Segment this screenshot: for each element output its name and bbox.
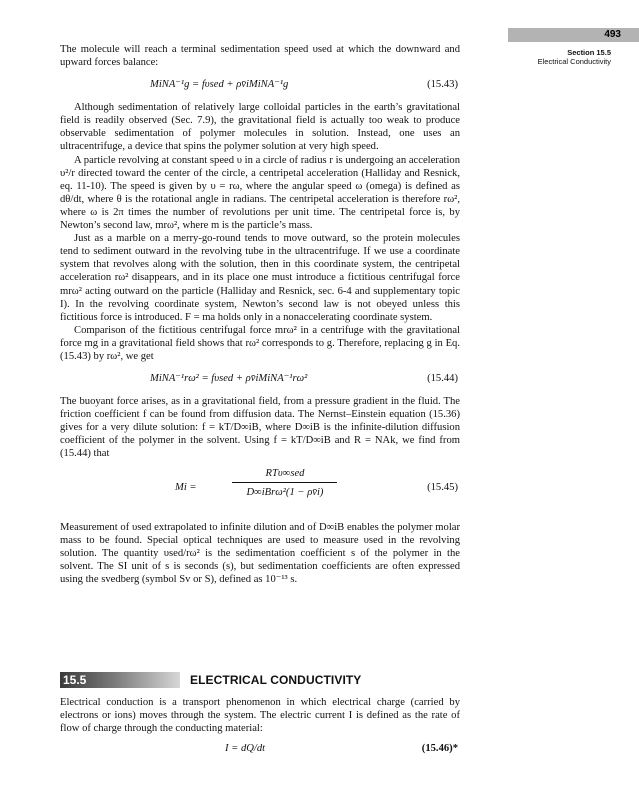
running-head-section: Section 15.5: [567, 48, 611, 57]
equation-number: (15.46)*: [421, 743, 458, 755]
section-number-box: [60, 672, 180, 688]
equation-number: (15.44): [427, 373, 458, 385]
equation-numerator: RTυ∞sed: [265, 467, 305, 479]
equation-expression: MiNA⁻¹g = fυsed + ρv̄iMiNA⁻¹g: [150, 79, 289, 91]
main-text: [60, 43, 460, 586]
equation-15-46: [60, 742, 460, 758]
equation-lhs: Mi =: [175, 481, 197, 493]
equation-number: (15.45): [427, 481, 458, 493]
paragraph-3: A particle revolving at constant speed υ in a circle of radius r is undergoing an acceleration υ²/r directed toward the center of the circle, a centripetal acceleration (Halliday and Resnick, eq. 11-10). The speed is given by υ = rω, where the angular speed ω (omega) is defined as dθ/dt, where θ is the rotational angle in radians. The centripetal acceleration is therefore rω², where ω is 2π times the number of revolutions per unit time. The centripetal force is, by Newton’s second law, mrω², where m is the particle’s mass.: [60, 154, 460, 232]
equation-expression: MiNA⁻¹rω² = fυsed + ρv̄iMiNA⁻¹rω²: [150, 373, 308, 385]
page-number: 493: [604, 29, 621, 40]
paragraph-8: Electrical conduction is a transport phenomenon in which electrical charge (carried by electrons or ions) moves through the system. The electric current I is defined as the rate of flow of charge through the conducting material:: [60, 697, 460, 735]
equation-number: (15.43): [427, 79, 458, 91]
paragraph-6: The buoyant force arises, as in a gravitational field, from a pressure gradient in the fluid. The friction coefficient f can be found from diffusion data. The Nernst–Einstein equation (15.36) gives for a very dilute solution: f = kT/D∞iB, where D∞iB is the infinite-dilution diffusion coefficient of the polymer in the solvent. Using f = kT/D∞iB and R = NAk, we find from (15.44) that: [60, 396, 460, 460]
fraction-bar: [232, 482, 337, 483]
section-heading: [60, 672, 458, 688]
running-head-title: Electrical Conductivity: [537, 57, 611, 66]
paragraph-2: Although sedimentation of relatively large colloidal particles in the earth’s gravitational field is readily observed (Sec. 7.9), the gravitational field is actually too weak to produce observable sedimentation of polymer molecules in solution. Instead, one uses an ultracentrifuge, a device that spins the polymer solution at very high speed.: [60, 102, 460, 153]
equation-15-43: [60, 77, 460, 93]
paragraph-5: Comparison of the fictitious centrifugal force mrω² in a centrifuge with the gravitational force mg in a gravitational field shows that rω² corresponds to g. Therefore, replacing g in Eq. (15.43) by rω², we get: [60, 324, 460, 362]
equation-expression: I = dQ/dt: [225, 743, 266, 755]
section-text: [60, 696, 460, 758]
equation-15-45: [60, 467, 460, 513]
running-head: [538, 48, 611, 66]
paragraph-7: Measurement of υsed extrapolated to infinite dilution and of D∞iB enables the polymer molar mass to be found. Special optical techniques are used to measure υsed in the revolving solution. The quantity υsed/rω² is the sedimentation coefficient s of the polymer in the solvent. The SI unit of s is seconds (s), but sedimentation coefficients are often expressed using the svedberg (symbol Sv or S), defined as 10⁻¹³ s.: [60, 521, 460, 585]
equation-15-44: [60, 371, 460, 387]
section-title: ELECTRICAL CONDUCTIVITY: [190, 673, 362, 687]
paragraph-4: Just as a marble on a merry-go-round tends to move outward, so the protein molecules tend to sediment outward in the revolving tube in the ultracentrifuge. If we use a coordinate system that revolves along with the solution, then in this coordinate system, the centripetal acceleration rω² disappears, and in its place one must introduce a fictitious centrifugal force mrω² acting outward on the particle (Halliday and Resnick, sec. 6-4 and supplementary topic I). In the revolving coordinate system, Newton’s second law is not obeyed unless this fictitious force is introduced. F = ma holds only in a nonaccelerating coordinate system.: [60, 233, 460, 323]
equation-denominator: D∞iBrω²(1 − ρv̄i): [246, 486, 324, 498]
section-number: 15.5: [63, 673, 87, 687]
paragraph-1: The molecule will reach a terminal sedimentation speed υsed at which the downward and upward forces balance:: [60, 44, 460, 69]
